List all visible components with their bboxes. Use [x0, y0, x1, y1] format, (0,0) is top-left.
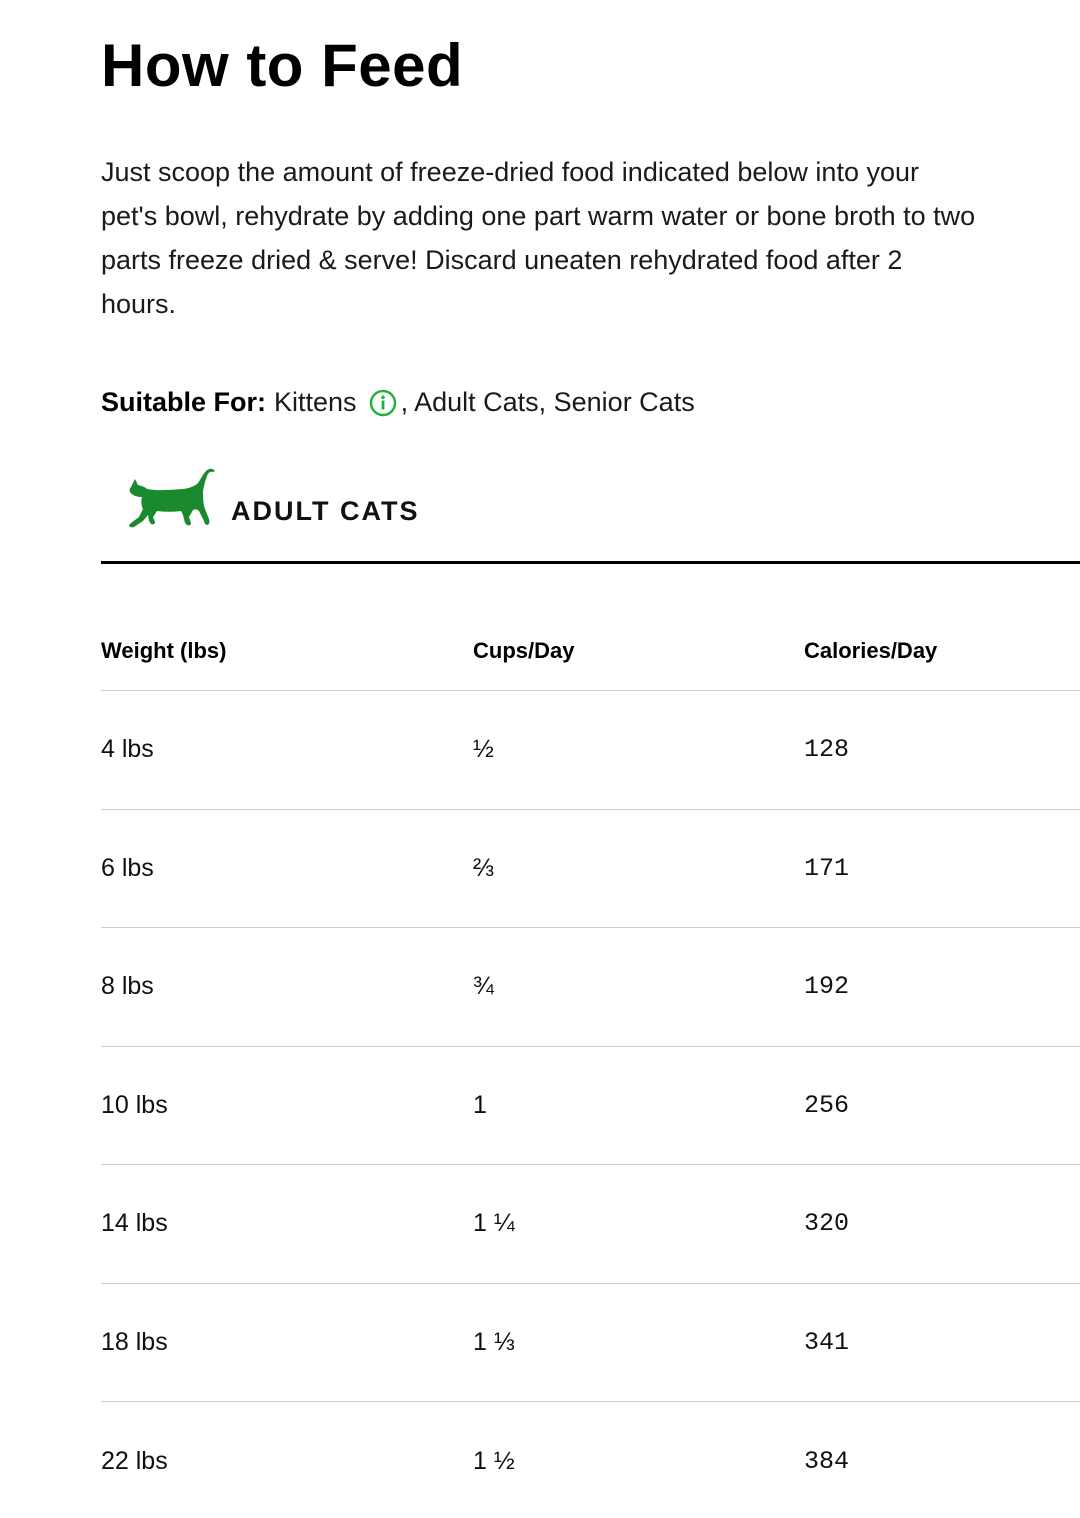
- table-row: [101, 1402, 1080, 1518]
- cell-weight: 4 lbs: [101, 735, 154, 764]
- section-divider: [101, 561, 1080, 564]
- suitable-for-kittens: Kittens: [274, 387, 357, 417]
- header-cups: Cups/Day: [473, 638, 575, 663]
- feeding-instructions: Just scoop the amount of freeze-dried food indicated below into your pet's bowl, rehydrate by adding one part warm water or bone broth to two parts freeze dried & serve! Discard uneaten rehydrated food after 2 hours.: [101, 157, 976, 319]
- info-icon[interactable]: [369, 388, 397, 416]
- cell-cups: 1: [473, 1090, 487, 1119]
- table-row: [101, 1284, 1080, 1403]
- cell-calories: 320: [804, 1209, 850, 1239]
- cell-cups: 1 ¼: [473, 1209, 515, 1238]
- header-weight: Weight (lbs): [101, 638, 227, 663]
- cell-calories: 171: [804, 853, 850, 883]
- page-title: How to Feed: [101, 32, 464, 99]
- cell-cups: 1 ⅓: [473, 1327, 515, 1356]
- cell-weight: 22 lbs: [101, 1446, 168, 1475]
- cell-weight: 6 lbs: [101, 853, 154, 882]
- cell-calories: 256: [804, 1090, 850, 1120]
- cell-cups: ⅔: [473, 853, 494, 882]
- feeding-table: [101, 612, 1080, 1518]
- cell-weight: 10 lbs: [101, 1090, 168, 1119]
- cell-cups: 1 ½: [473, 1446, 515, 1475]
- cell-calories: 192: [804, 972, 850, 1002]
- suitable-for-rest: , Adult Cats, Senior Cats: [400, 387, 695, 417]
- table-row: [101, 1047, 1080, 1166]
- suitable-for-label: Suitable For:: [101, 387, 267, 417]
- table-row: [101, 928, 1080, 1047]
- cell-cups: ¾: [473, 972, 494, 1001]
- table-header-row: [101, 612, 1080, 691]
- table-row: [101, 810, 1080, 929]
- table-row: [101, 1165, 1080, 1284]
- cell-calories: 384: [804, 1446, 850, 1476]
- cell-calories: 128: [804, 735, 850, 765]
- cell-weight: 8 lbs: [101, 972, 154, 1001]
- table-row: [101, 691, 1080, 810]
- cell-weight: 18 lbs: [101, 1327, 168, 1356]
- cell-cups: ½: [473, 735, 494, 764]
- section-title: ADULT CATS: [231, 496, 420, 526]
- header-calories: Calories/Day: [804, 638, 938, 663]
- cat-icon: [127, 465, 217, 535]
- cell-calories: 341: [804, 1327, 850, 1357]
- section-header-adult-cats: [101, 455, 419, 535]
- suitable-for-line: [101, 382, 695, 422]
- cell-weight: 14 lbs: [101, 1209, 168, 1238]
